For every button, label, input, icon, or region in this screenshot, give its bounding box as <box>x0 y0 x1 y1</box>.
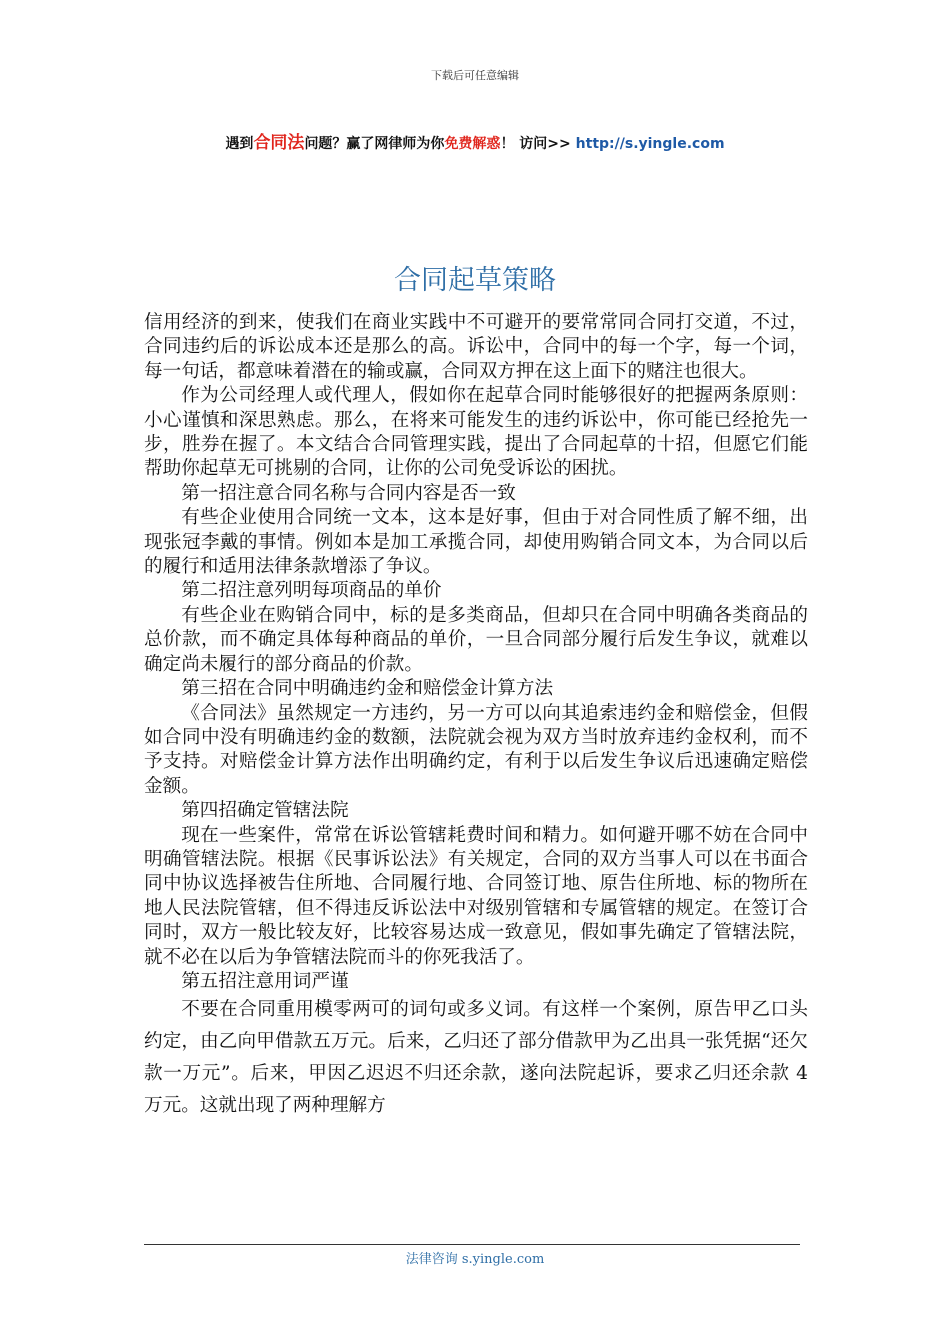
promo-highlight-contract-law[interactable]: 合同法 <box>253 133 305 153</box>
document-title: 合同起草策略 <box>394 265 556 296</box>
promo-text: 遇到 <box>225 136 254 152</box>
section-heading: 第二招注意列明每项商品的单价 <box>181 580 442 602</box>
section-heading: 第一招注意合同名称与合同内容是否一致 <box>181 482 516 504</box>
section-heading: 第四招确定管辖法院 <box>181 800 349 822</box>
footer-text[interactable]: 法律咨询 s.yingle.com <box>405 1252 545 1267</box>
paragraph: 有些企业使用合同统一文本，这本是好事，但由于对合同性质了解不细，出现张冠李戴的事情。例如本是加工承揽合同，却使用购销合同文本，为合同以后的履行和适用法律条款增添了争议。 <box>144 507 808 578</box>
paragraph: 信用经济的到来，使我们在商业实践中不可避开的要常常同合同打交道，不过，合同违约后的诉讼成本还是那么的高。诉讼中，合同中的每一个字，每一个词，每一句话，都意味着潜在的输或赢，合同双方押在这上面下的赌注也很大。 <box>144 312 808 382</box>
promo-text: 问题？赢了网律师为你 <box>304 136 445 152</box>
paragraph: 现在一些案件，常常在诉讼管辖耗费时间和精力。如何避开哪不妨在合同中明确管辖法院。根据《民事诉讼法》有关规定，合同的双方当事人可以在书面合同中协议选择被告住所地、合同履行地、合同签订地、原告住所地、标的物所在地人民法院管辖，但不得违反诉讼法中对级别管辖和专属管辖的规定。在签订合同时，双方一般比较友好，比较容易达成一致意见，假如事先确定了管辖法院，就不必在以后为争管辖法院而斗的你死我活了。 <box>144 824 808 968</box>
paragraph: 不要在合同重用模零两可的词句或多义词。有这样一个案例，原告甲乙口头约定，由乙向甲借款五万元。后来，乙归还了部分借款甲为乙出具一张凭据“还欠款一万元”。后来，甲因乙迟迟不归还余款，遂向法院起诉，要求乙归还余款 4 万元。这就出现了两种理解方 <box>144 999 808 1117</box>
section-heading: 第三招在合同中明确违约金和赔偿金计算方法 <box>181 678 554 700</box>
paragraph: 有些企业在购销合同中，标的是多类商品，但却只在合同中明确各类商品的总价款，而不确定具体每种商品的单价，一旦合同部分履行后发生争议，就难以确定尚未履行的部分商品的价款。 <box>144 604 808 675</box>
footer-divider <box>144 1244 800 1245</box>
paragraph: 作为公司经理人或代理人，假如你在起草合同时能够很好的把握两条原则：小心谨慎和深思熟虑。那么，在将来可能发生的违约诉讼中，你可能已经抢先一步，胜券在握了。本文结合合同管理实践，提出了合同起草的十招，但愿它们能帮助你起草无可挑剔的合同，让你的公司免受诉讼的困扰。 <box>144 385 808 480</box>
paragraph: 《合同法》虽然规定一方违约，另一方可以向其追索违约金和赔偿金，但假如合同中没有明确违约金的数额，法院就会视为双方当时放弃违约金权利，而不予支持。对赔偿金计算方法作出明确约定，有利于以后发生争议后迅速确定赔偿金额。 <box>144 702 808 797</box>
section-heading: 第五招注意用词严谨 <box>181 970 349 992</box>
promo-highlight-free[interactable]: 免费解惑 <box>444 136 501 152</box>
top-note: 下载后可任意编辑 <box>431 69 519 82</box>
document-body <box>144 311 808 1122</box>
promo-link[interactable]: http://s.yingle.com <box>575 136 725 152</box>
promo-banner <box>0 128 950 153</box>
promo-text: ！ 访问>> <box>500 136 576 152</box>
